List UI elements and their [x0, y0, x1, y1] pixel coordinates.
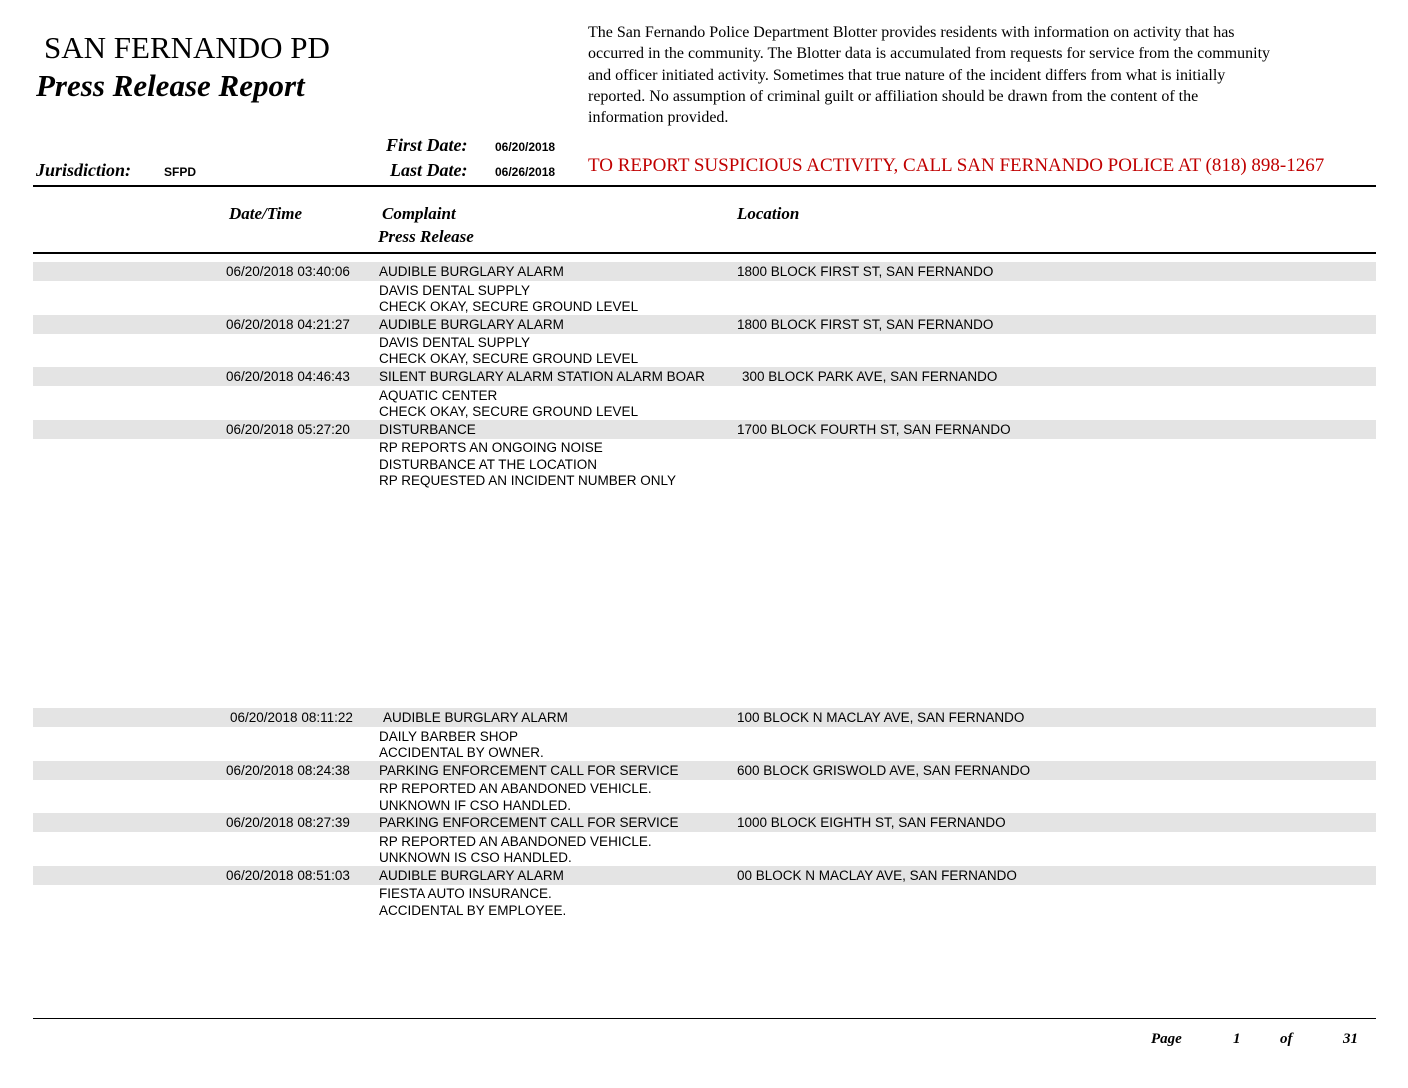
- header-divider: [33, 185, 1376, 187]
- incident-datetime: 06/20/2018 08:27:39: [226, 815, 350, 830]
- incident-location: 300 BLOCK PARK AVE, SAN FERNANDO: [742, 369, 998, 384]
- column-header-divider: [33, 252, 1376, 254]
- incident-location: 1000 BLOCK EIGHTH ST, SAN FERNANDO: [737, 815, 1006, 830]
- column-header-press-release: Press Release: [378, 227, 474, 246]
- jurisdiction-value: SFPD: [164, 165, 197, 179]
- incident-datetime: 06/20/2018 05:27:20: [226, 422, 350, 437]
- incident-note: UNKNOWN IS CSO HANDLED.: [379, 850, 572, 865]
- incident-note: ACCIDENTAL BY EMPLOYEE.: [379, 903, 567, 918]
- incident-complaint: AUDIBLE BURGLARY ALARM: [379, 317, 564, 332]
- incident-location: 600 BLOCK GRISWOLD AVE, SAN FERNANDO: [737, 763, 1031, 778]
- incident-datetime: 06/20/2018 08:51:03: [226, 868, 350, 883]
- incident-note: RP REPORTED AN ABANDONED VEHICLE.: [379, 781, 652, 796]
- incident-datetime: 06/20/2018 04:46:43: [226, 369, 350, 384]
- incident-location: 1800 BLOCK FIRST ST, SAN FERNANDO: [737, 317, 994, 332]
- disclaimer-line: The San Fernando Police Department Blotter provides residents with information on activity that has: [588, 24, 1235, 41]
- page-label: Page: [1151, 1031, 1182, 1047]
- column-header-datetime: Date/Time: [229, 204, 303, 223]
- report-title: Press Release Report: [36, 68, 305, 103]
- incident-datetime: 06/20/2018 08:24:38: [226, 763, 350, 778]
- footer-divider: [33, 1018, 1376, 1019]
- incident-note: UNKNOWN IF CSO HANDLED.: [379, 798, 572, 813]
- column-header-location: Location: [737, 204, 800, 223]
- incident-location: 00 BLOCK N MACLAY AVE, SAN FERNANDO: [737, 868, 1017, 883]
- incident-datetime: 06/20/2018 03:40:06: [226, 264, 350, 279]
- incident-note: FIESTA AUTO INSURANCE.: [379, 886, 552, 901]
- page-of-label: of: [1280, 1031, 1293, 1047]
- page-total: 31: [1343, 1031, 1358, 1047]
- disclaimer-line: information provided.: [588, 109, 729, 127]
- incident-complaint: SILENT BURGLARY ALARM STATION ALARM BOAR: [379, 369, 705, 384]
- incident-note: AQUATIC CENTER: [379, 388, 498, 403]
- first-date-value: 06/20/2018: [495, 140, 556, 154]
- page-number: 1: [1233, 1031, 1241, 1047]
- disclaimer-line: and officer initiated activity. Sometimes that true nature of the incident differs from what is initially: [588, 66, 1226, 84]
- incident-complaint: AUDIBLE BURGLARY ALARM: [383, 710, 568, 725]
- incident-note: DAVIS DENTAL SUPPLY: [379, 283, 531, 298]
- incident-note: DAILY BARBER SHOP: [379, 729, 519, 744]
- report-suspicious-banner: TO REPORT SUSPICIOUS ACTIVITY, CALL SAN FERNANDO POLICE AT (818) 898-1267: [588, 155, 1325, 176]
- last-date-value: 06/26/2018: [495, 165, 556, 179]
- incident-location: 1800 BLOCK FIRST ST, SAN FERNANDO: [737, 264, 994, 279]
- incident-location: 1700 BLOCK FOURTH ST, SAN FERNANDO: [737, 422, 1011, 437]
- disclaimer-line: reported. No assumption of criminal guilt or affiliation should be drawn from the content of the: [588, 87, 1199, 105]
- disclaimer-line: occurred in the community. The Blotter data is accumulated from requests for service from the community: [588, 45, 1271, 63]
- column-header-complaint: Complaint: [382, 204, 456, 223]
- incident-complaint: PARKING ENFORCEMENT CALL FOR SERVICE: [379, 815, 679, 830]
- incident-note: CHECK OKAY, SECURE GROUND LEVEL: [379, 351, 639, 366]
- incident-note: RP REQUESTED AN INCIDENT NUMBER ONLY: [379, 473, 677, 488]
- incident-note: CHECK OKAY, SECURE GROUND LEVEL: [379, 299, 639, 314]
- incident-note: RP REPORTED AN ABANDONED VEHICLE.: [379, 834, 652, 849]
- incident-location: 100 BLOCK N MACLAY AVE, SAN FERNANDO: [737, 710, 1025, 725]
- jurisdiction-label: Jurisdiction:: [36, 160, 132, 180]
- incident-note: CHECK OKAY, SECURE GROUND LEVEL: [379, 404, 639, 419]
- incident-complaint: PARKING ENFORCEMENT CALL FOR SERVICE: [379, 763, 679, 778]
- incident-note: ACCIDENTAL BY OWNER.: [379, 745, 544, 760]
- incident-complaint: AUDIBLE BURGLARY ALARM: [379, 868, 564, 883]
- last-date-label: Last Date:: [390, 160, 468, 180]
- incident-note: DISTURBANCE AT THE LOCATION: [379, 457, 598, 472]
- incident-datetime: 06/20/2018 04:21:27: [226, 317, 350, 332]
- agency-name: SAN FERNANDO PD: [44, 30, 330, 65]
- incident-note: RP REPORTS AN ONGOING NOISE: [379, 440, 603, 455]
- incident-complaint: AUDIBLE BURGLARY ALARM: [379, 264, 564, 279]
- first-date-label: First Date:: [386, 135, 468, 155]
- incident-datetime: 06/20/2018 08:11:22: [230, 710, 353, 725]
- incident-note: DAVIS DENTAL SUPPLY: [379, 335, 531, 350]
- incident-complaint: DISTURBANCE: [379, 422, 476, 437]
- disclaimer-text: [588, 22, 1368, 128]
